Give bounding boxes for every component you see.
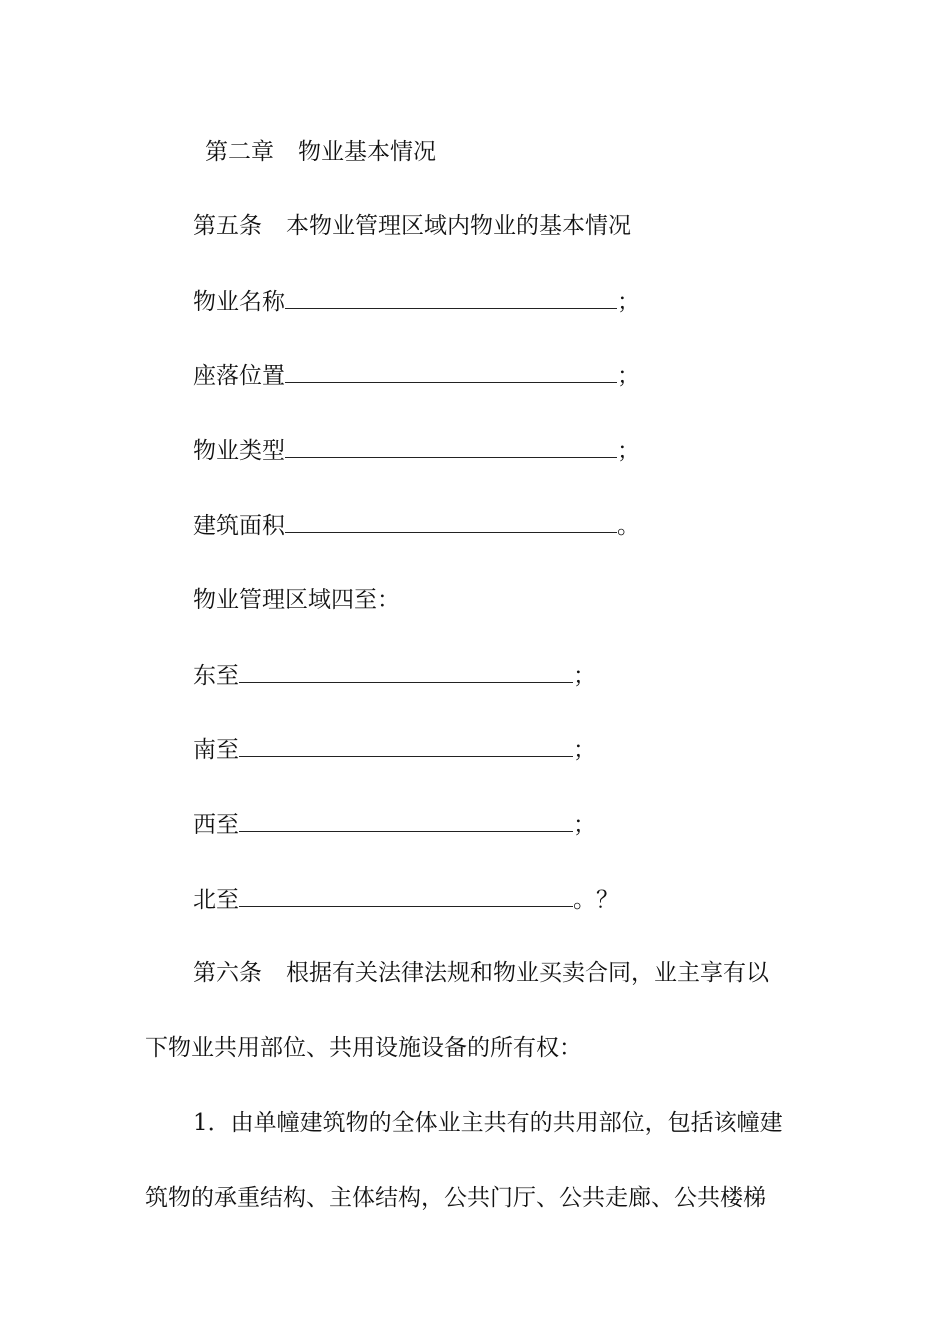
article-6-line-1 (193, 958, 769, 988)
field-end-punct: ； (617, 289, 640, 315)
boundary-end-punct: ； (573, 737, 596, 763)
fill-in-blank[interactable] (239, 884, 573, 907)
item-1-line-2: 筑物的承重结构、主体结构，公共门厅、公共走廊、公共楼梯 (145, 1185, 766, 1211)
fill-in-blank[interactable] (285, 435, 617, 458)
fill-in-blank[interactable] (239, 660, 573, 683)
field-end-punct: ； (617, 438, 640, 464)
boundary-north (193, 884, 619, 915)
boundary-end-punct: ； (573, 663, 596, 689)
field-label: 建筑面积 (193, 513, 285, 539)
field-end-punct: ； (617, 363, 640, 389)
boundary-end-punct: 。？ (573, 887, 619, 913)
article-5-text: 本物业管理区域内物业的基本情况 (286, 213, 631, 239)
chapter-number: 第二章 (205, 139, 274, 165)
boundary-label: 北至 (193, 887, 239, 913)
boundary-south (193, 734, 596, 765)
field-label: 物业名称 (193, 289, 285, 315)
field-end-punct: 。 (617, 513, 640, 539)
fill-in-blank[interactable] (285, 360, 617, 383)
fill-in-blank[interactable] (239, 734, 573, 757)
field-location (193, 360, 640, 391)
article-6-line-2: 下物业共用部位、共用设施设备的所有权： (145, 1035, 582, 1061)
field-floor-area (193, 510, 640, 541)
boundary-east (193, 660, 596, 691)
article-5-label: 第五条 (193, 213, 262, 239)
boundary-label: 东至 (193, 663, 239, 689)
item-1-line-1: 1．由单幢建筑物的全体业主共有的共用部位，包括该幢建 (193, 1110, 783, 1136)
field-property-type (193, 435, 640, 466)
boundary-label: 南至 (193, 737, 239, 763)
field-property-name (193, 286, 640, 317)
field-label: 座落位置 (193, 363, 285, 389)
chapter-title: 物业基本情况 (298, 139, 436, 165)
boundary-west (193, 809, 596, 840)
boundaries-heading: 物业管理区域四至： (193, 587, 400, 613)
article-6-label: 第六条 (193, 960, 262, 986)
field-label: 物业类型 (193, 438, 285, 464)
fill-in-blank[interactable] (239, 809, 573, 832)
boundary-label: 西至 (193, 812, 239, 838)
article-5 (193, 211, 631, 241)
fill-in-blank[interactable] (285, 286, 617, 309)
fill-in-blank[interactable] (285, 510, 617, 533)
chapter-heading (205, 137, 436, 167)
boundary-end-punct: ； (573, 812, 596, 838)
article-6-text: 根据有关法律法规和物业买卖合同，业主享有以 (286, 960, 769, 986)
